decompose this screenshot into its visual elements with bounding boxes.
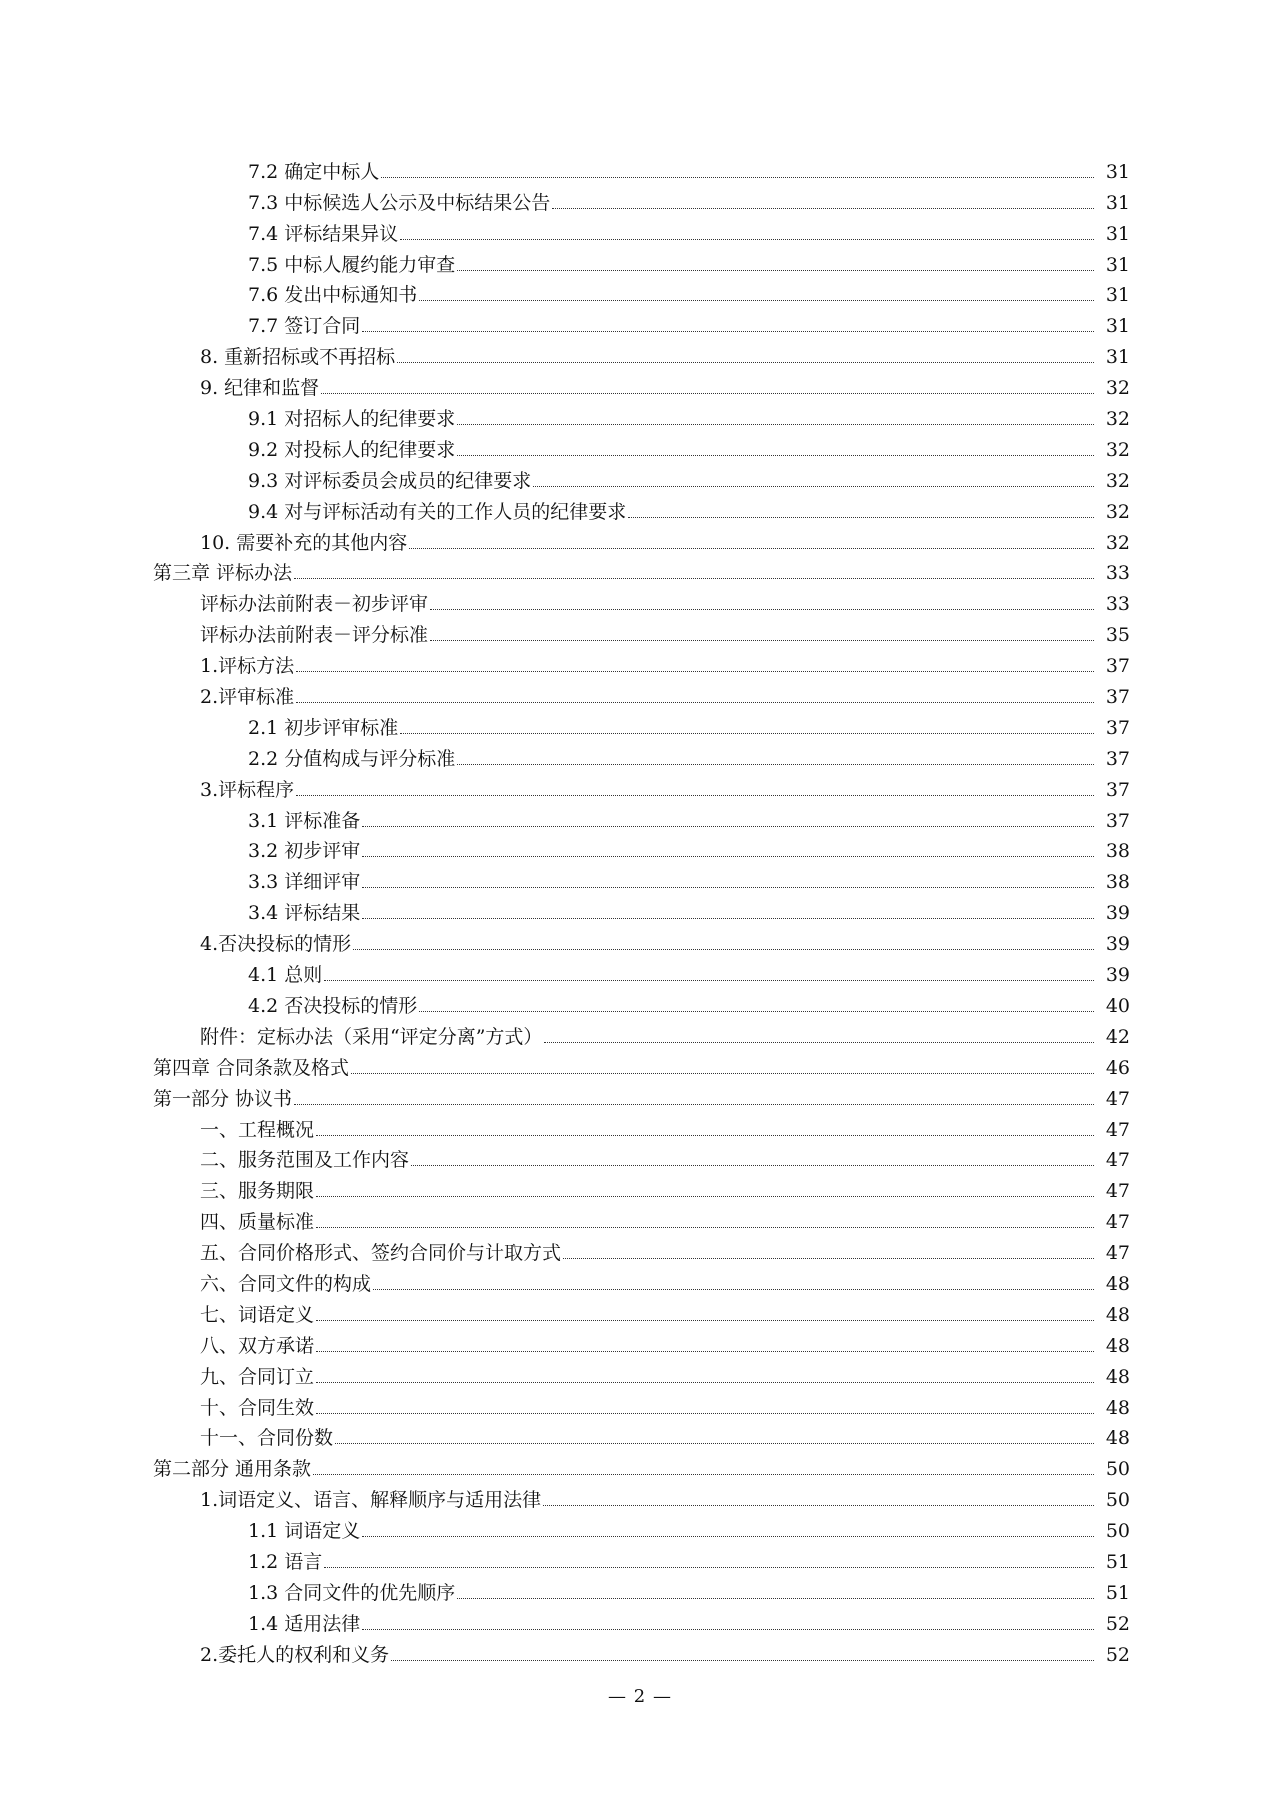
toc-entry-title: 评标办法前附表－初步评审 — [200, 593, 429, 616]
dot-leader — [362, 887, 1094, 888]
toc-entry-page: 37 — [1105, 655, 1130, 678]
dot-leader — [373, 1289, 1094, 1290]
toc-entry-title: 五、合同价格形式、签约合同价与计取方式 — [200, 1242, 562, 1265]
toc-entry[interactable] — [0, 523, 1130, 554]
toc-entry-page: 51 — [1105, 1550, 1130, 1573]
toc-entry-page: 32 — [1105, 531, 1130, 554]
toc-entry-title: 二、服务范围及工作内容 — [200, 1149, 410, 1172]
toc-entry-title: 附件：定标办法（采用“评定分离”方式） — [200, 1025, 543, 1048]
toc-entry-page: 50 — [1105, 1458, 1130, 1481]
toc-entry[interactable] — [0, 1171, 1130, 1202]
dot-leader — [397, 362, 1094, 363]
dot-leader — [400, 239, 1094, 240]
dot-leader — [316, 1320, 1094, 1321]
toc-entry-page: 31 — [1105, 160, 1130, 183]
dot-leader — [400, 733, 1094, 734]
dot-leader — [457, 424, 1094, 425]
toc-entry[interactable] — [0, 492, 1130, 523]
toc-entry[interactable] — [0, 770, 1130, 801]
toc-entry[interactable] — [0, 1604, 1130, 1635]
dot-leader — [316, 1351, 1094, 1352]
dot-leader — [296, 671, 1094, 672]
dot-leader — [294, 1104, 1094, 1105]
toc-entry-title: 2.评审标准 — [200, 686, 295, 709]
dot-leader — [552, 208, 1094, 209]
toc-entry-title: 7.7 签订合同 — [248, 315, 361, 338]
toc-entry-page: 32 — [1105, 469, 1130, 492]
toc-entry[interactable] — [0, 1326, 1130, 1357]
toc-entry-title: 1.1 词语定义 — [248, 1520, 361, 1543]
toc-entry[interactable] — [0, 1573, 1130, 1604]
toc-entry-page: 32 — [1105, 500, 1130, 523]
toc-entry-page: 48 — [1105, 1427, 1130, 1450]
toc-entry-page: 31 — [1105, 346, 1130, 369]
toc-entry-title: 7.6 发出中标通知书 — [248, 284, 418, 307]
toc-entry-page: 47 — [1105, 1180, 1130, 1203]
dot-leader — [543, 1505, 1094, 1506]
toc-entry-page: 47 — [1105, 1242, 1130, 1265]
toc-entry-page: 40 — [1105, 994, 1130, 1017]
toc-entry[interactable] — [0, 832, 1130, 863]
toc-entry-page: 47 — [1105, 1087, 1130, 1110]
toc-entry-page: 48 — [1105, 1303, 1130, 1326]
toc-entry-title: 4.否决投标的情形 — [200, 933, 352, 956]
toc-entry[interactable] — [0, 1635, 1130, 1666]
toc-entry-page: 42 — [1105, 1025, 1130, 1048]
toc-entry[interactable] — [0, 708, 1130, 739]
toc-entry-page: 50 — [1105, 1520, 1130, 1543]
toc-entry-page: 37 — [1105, 809, 1130, 832]
toc-entry-title: 九、合同订立 — [200, 1365, 315, 1388]
toc-entry[interactable] — [0, 306, 1130, 337]
dot-leader — [563, 1258, 1094, 1259]
toc-entry-title: 评标办法前附表－评分标准 — [200, 624, 429, 647]
toc-entry[interactable] — [0, 862, 1130, 893]
toc-entry-title: 10. 需要补充的其他内容 — [200, 531, 408, 554]
dot-leader — [316, 1413, 1094, 1414]
toc-entry[interactable] — [0, 1048, 1130, 1079]
toc-entry-page: 48 — [1105, 1396, 1130, 1419]
toc-entry-title: 第四章 合同条款及格式 — [153, 1056, 350, 1079]
dot-leader — [362, 856, 1094, 857]
dot-leader — [316, 1227, 1094, 1228]
toc-entry[interactable] — [0, 1233, 1130, 1264]
dot-leader — [324, 980, 1094, 981]
toc-entry[interactable] — [0, 1419, 1130, 1450]
dot-leader — [411, 1165, 1094, 1166]
toc-entry[interactable] — [0, 1511, 1130, 1542]
toc-entry[interactable] — [0, 1264, 1130, 1295]
dot-leader — [294, 578, 1094, 579]
toc-entry[interactable] — [0, 368, 1130, 399]
dot-leader — [353, 949, 1094, 950]
toc-entry-title: 四、质量标准 — [200, 1211, 315, 1234]
toc-entry-title: 9.1 对招标人的纪律要求 — [248, 408, 456, 431]
toc-entry-title: 4.1 总则 — [248, 964, 323, 987]
toc-entry-title: 9.4 对与评标活动有关的工作人员的纪律要求 — [248, 500, 627, 523]
dot-leader — [316, 1382, 1094, 1383]
toc-entry[interactable] — [0, 1202, 1130, 1233]
toc-entry[interactable] — [0, 1480, 1130, 1511]
dot-leader — [430, 640, 1094, 641]
toc-entry-page: 31 — [1105, 315, 1130, 338]
toc-entry-title: 3.2 初步评审 — [248, 840, 361, 863]
toc-entry-title: 七、词语定义 — [200, 1303, 315, 1326]
toc-entry-title: 3.4 评标结果 — [248, 902, 361, 925]
dot-leader — [351, 1073, 1094, 1074]
toc-entry-page: 39 — [1105, 902, 1130, 925]
dot-leader — [419, 300, 1094, 301]
toc-entry-title: 十、合同生效 — [200, 1396, 315, 1419]
toc-entry-page: 32 — [1105, 438, 1130, 461]
dot-leader — [544, 1042, 1094, 1043]
toc-entry-page: 48 — [1105, 1365, 1130, 1388]
toc-entry-title: 1.3 合同文件的优先顺序 — [248, 1581, 456, 1604]
toc-entry[interactable] — [0, 1079, 1130, 1110]
dot-leader — [316, 1135, 1094, 1136]
toc-entry-page: 37 — [1105, 716, 1130, 739]
toc-entry-page: 33 — [1105, 593, 1130, 616]
dot-leader — [419, 1011, 1094, 1012]
toc-entry-page: 39 — [1105, 964, 1130, 987]
toc-entry[interactable] — [0, 1388, 1130, 1419]
toc-entry-title: 3.3 详细评审 — [248, 871, 361, 894]
toc-entry-page: 31 — [1105, 191, 1130, 214]
toc-entry[interactable] — [0, 615, 1130, 646]
toc-entry[interactable] — [0, 1295, 1130, 1326]
toc-entry-title: 9. 纪律和监督 — [200, 377, 320, 400]
toc-entry-page: 31 — [1105, 284, 1130, 307]
dot-leader — [296, 702, 1094, 703]
toc-entry-page: 38 — [1105, 871, 1130, 894]
dot-leader — [362, 826, 1094, 827]
toc-entry-title: 1.词语定义、语言、解释顺序与适用法律 — [200, 1489, 542, 1512]
toc-entry[interactable] — [0, 955, 1130, 986]
toc-entry-page: 47 — [1105, 1149, 1130, 1172]
toc-entry-title: 9.3 对评标委员会成员的纪律要求 — [248, 469, 532, 492]
toc-entry[interactable] — [0, 554, 1130, 585]
toc-entry-page: 52 — [1105, 1612, 1130, 1635]
dot-leader — [457, 270, 1094, 271]
toc-entry[interactable] — [0, 739, 1130, 770]
toc-entry-title: 第三章 评标办法 — [153, 562, 293, 585]
dot-leader — [362, 918, 1094, 919]
toc-entry-title: 8. 重新招标或不再招标 — [200, 346, 396, 369]
dot-leader — [324, 1567, 1094, 1568]
toc-entry-page: 48 — [1105, 1334, 1130, 1357]
toc-entry-page: 32 — [1105, 408, 1130, 431]
dot-leader — [628, 517, 1094, 518]
dot-leader — [321, 393, 1094, 394]
page-number: — 2 — — [608, 1686, 672, 1707]
toc-entry-page: 46 — [1105, 1056, 1130, 1079]
toc-entry-page: 32 — [1105, 377, 1130, 400]
toc-entry[interactable] — [0, 924, 1130, 955]
toc-entry-title: 2.1 初步评审标准 — [248, 716, 399, 739]
dot-leader — [457, 1598, 1094, 1599]
dot-leader — [409, 548, 1094, 549]
toc-entry-page: 48 — [1105, 1272, 1130, 1295]
toc-entry[interactable] — [0, 1110, 1130, 1141]
table-of-contents — [0, 152, 1280, 1666]
toc-entry-title: 一、工程概况 — [200, 1118, 315, 1141]
toc-entry-page: 50 — [1105, 1489, 1130, 1512]
toc-entry[interactable] — [0, 893, 1130, 924]
toc-entry-title: 三、服务期限 — [200, 1180, 315, 1203]
toc-entry-title: 3.1 评标准备 — [248, 809, 361, 832]
dot-leader — [362, 1536, 1094, 1537]
dot-leader — [391, 1660, 1094, 1661]
toc-entry-title: 3.评标程序 — [200, 778, 295, 801]
toc-entry-page: 35 — [1105, 624, 1130, 647]
toc-entry-title: 2.2 分值构成与评分标准 — [248, 747, 456, 770]
toc-entry[interactable] — [0, 430, 1130, 461]
toc-entry-title: 1.2 语言 — [248, 1550, 323, 1573]
toc-entry[interactable] — [0, 152, 1130, 183]
toc-entry[interactable] — [0, 1542, 1130, 1573]
toc-entry[interactable] — [0, 584, 1130, 615]
toc-entry-title: 十一、合同份数 — [200, 1427, 334, 1450]
toc-entry-page: 39 — [1105, 933, 1130, 956]
toc-entry-page: 47 — [1105, 1211, 1130, 1234]
toc-entry-title: 第二部分 通用条款 — [153, 1458, 312, 1481]
toc-entry-title: 2.委托人的权利和义务 — [200, 1643, 390, 1666]
dot-leader — [313, 1474, 1094, 1475]
toc-entry-page: 38 — [1105, 840, 1130, 863]
toc-entry-title: 八、双方承诺 — [200, 1334, 315, 1357]
toc-entry[interactable] — [0, 1017, 1130, 1048]
toc-entry-title: 7.4 评标结果异议 — [248, 222, 399, 245]
toc-entry[interactable] — [0, 399, 1130, 430]
toc-entry-page: 37 — [1105, 778, 1130, 801]
toc-entry-page: 37 — [1105, 686, 1130, 709]
toc-entry[interactable] — [0, 1449, 1130, 1480]
toc-entry[interactable] — [0, 214, 1130, 245]
dot-leader — [335, 1443, 1094, 1444]
toc-entry[interactable] — [0, 1141, 1130, 1172]
toc-entry-title: 7.5 中标人履约能力审查 — [248, 253, 456, 276]
dot-leader — [457, 455, 1094, 456]
toc-entry[interactable] — [0, 801, 1130, 832]
toc-entry-title: 1.4 适用法律 — [248, 1612, 361, 1635]
dot-leader — [430, 609, 1094, 610]
toc-entry[interactable] — [0, 986, 1130, 1017]
toc-entry[interactable] — [0, 461, 1130, 492]
toc-entry[interactable] — [0, 245, 1130, 276]
toc-entry-title: 1.评标方法 — [200, 655, 295, 678]
dot-leader — [296, 795, 1094, 796]
toc-entry-page: 47 — [1105, 1118, 1130, 1141]
toc-entry-title: 4.2 否决投标的情形 — [248, 994, 418, 1017]
toc-entry[interactable] — [0, 183, 1130, 214]
toc-entry-title: 9.2 对投标人的纪律要求 — [248, 438, 456, 461]
dot-leader — [316, 1196, 1094, 1197]
toc-entry-title: 7.2 确定中标人 — [248, 160, 380, 183]
toc-entry-page: 31 — [1105, 222, 1130, 245]
toc-entry-title: 第一部分 协议书 — [153, 1087, 293, 1110]
dot-leader — [457, 764, 1094, 765]
toc-entry-page: 37 — [1105, 747, 1130, 770]
dot-leader — [362, 331, 1094, 332]
toc-entry-page: 52 — [1105, 1643, 1130, 1666]
toc-entry[interactable] — [0, 276, 1130, 307]
toc-entry-title: 7.3 中标候选人公示及中标结果公告 — [248, 191, 551, 214]
toc-entry-page: 33 — [1105, 562, 1130, 585]
toc-entry[interactable] — [0, 337, 1130, 368]
toc-entry[interactable] — [0, 646, 1130, 677]
toc-entry[interactable] — [0, 677, 1130, 708]
dot-leader — [533, 486, 1094, 487]
toc-entry-page: 51 — [1105, 1581, 1130, 1604]
dot-leader — [362, 1629, 1094, 1630]
toc-entry-title: 六、合同文件的构成 — [200, 1272, 372, 1295]
toc-entry-page: 31 — [1105, 253, 1130, 276]
toc-entry[interactable] — [0, 1357, 1130, 1388]
dot-leader — [381, 177, 1094, 178]
